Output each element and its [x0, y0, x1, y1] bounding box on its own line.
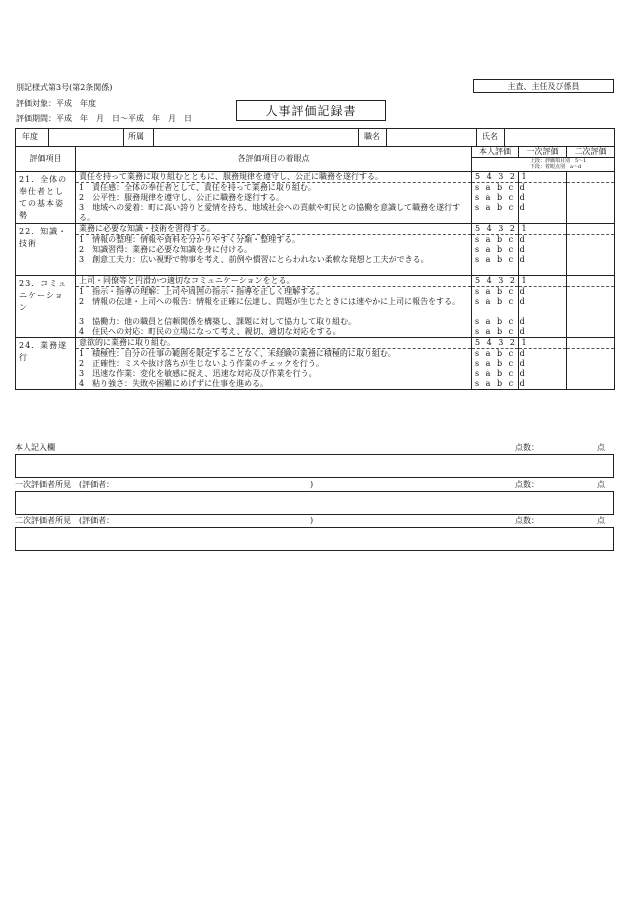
category-24: 24．業務遂行 — [16, 338, 76, 390]
self-score-unit: 点 — [597, 443, 605, 452]
section-21 — [16, 172, 615, 224]
item-23-1: 1 指示・指導の理解：上司や周囲の指示・指導を正しく理解する。 — [79, 287, 325, 296]
self-comment-box[interactable] — [15, 454, 614, 478]
abcd-22-2[interactable]: s a b c d — [475, 245, 527, 254]
item-21-2: 2 公平性：服務規律を遵守し、公正に職務を遂行する。 — [79, 193, 285, 202]
name-field[interactable] — [504, 129, 616, 146]
first-comment-paren: ) — [310, 480, 314, 489]
self-eval-header: 本人評価 — [472, 147, 519, 157]
scale-24[interactable]: 5 4 3 2 1 — [472, 338, 518, 349]
dept-field[interactable] — [153, 129, 359, 146]
target-group-badge: 主査、主任及び係員 — [473, 79, 614, 93]
evaluation-target: 評価対象：平成 年度 — [16, 99, 96, 108]
item-21-1: 1 責任感：全体の奉仕者として、責任を持って業務に取り組む。 — [79, 183, 316, 192]
scale-23[interactable]: 5 4 3 2 1 — [472, 276, 518, 287]
abcd-21-1[interactable]: s a b c d — [475, 183, 527, 192]
abcd-24-1[interactable]: s a b c d — [475, 349, 527, 358]
first-comment-section — [15, 479, 614, 515]
item-22-2: 2 知識習得：業務に必要な知識を身に付ける。 — [79, 245, 253, 254]
abcd-24-2[interactable]: s a b c d — [475, 359, 527, 368]
first-score-unit: 点 — [597, 480, 605, 489]
self-score-label: 点数： — [515, 443, 539, 452]
legend-upper: 上段：評価項目別 5〜1 — [530, 158, 587, 164]
legend-lower: 下段：着眼点別 a〜d — [530, 164, 582, 170]
scale-22[interactable]: 5 4 3 2 1 — [472, 224, 518, 235]
item-24-3: 3 迅速な作業：変化を敏感に捉え、迅速な対応及び作業を行う。 — [79, 369, 317, 378]
category-22: 22．知識・技術 — [16, 224, 76, 276]
form-id: 別記様式第3号(第2条関係) — [16, 83, 113, 92]
summary-23: 上司・同僚等と円滑かつ適切なコミュニケーションをとる。 — [76, 276, 471, 287]
second-comment-label: 二次評価者所見 (評価者： — [15, 516, 115, 525]
category-header: 評価項目 — [16, 147, 76, 172]
category-21: 21．全体の奉仕者としての基本姿勢 — [16, 172, 76, 224]
abcd-22-3[interactable]: s a b c d — [475, 255, 527, 264]
item-22-1: 1 情報の整理：情報や資料を分かりやすく分類・整理する。 — [79, 235, 301, 244]
abcd-21-3[interactable]: s a b c d — [475, 203, 527, 212]
category-23: 23．コミュニケーション — [16, 276, 76, 338]
year-field[interactable] — [48, 129, 124, 146]
document-title: 人事評価記録書 — [236, 100, 386, 121]
second-score-label: 点数： — [515, 516, 539, 525]
second-comment-box[interactable] — [15, 527, 614, 551]
abcd-24-3[interactable]: s a b c d — [475, 369, 527, 378]
summary-24: 意欲的に業務に取り組む。 — [76, 338, 471, 349]
table-header — [16, 147, 615, 172]
item-21-3: 3 地域への愛着：町に高い誇りと愛情を持ち、地域社会への貢献や町民との協働を意識して職務を遂行する。 — [79, 203, 461, 222]
evaluation-period: 評価期間：平成 年 月 日～平成 年 月 日 — [16, 114, 192, 123]
dept-label: 所属 — [128, 132, 144, 141]
scale-21[interactable]: 5 4 3 2 1 — [472, 172, 518, 183]
first-eval-header: 一次評価 — [519, 147, 567, 157]
item-22-3: 3 創意工夫力：広い視野で物事を考え、前例や慣習にとらわれない柔軟な発想と工夫ができる。 — [79, 255, 429, 264]
item-23-4: 4 住民への対応：町民の立場になって考え、親切、適切な対応をする。 — [79, 327, 341, 336]
section-22 — [16, 224, 615, 276]
abcd-24-4[interactable]: s a b c d — [475, 379, 527, 388]
item-23-3: 3 協働力：他の職員と信頼関係を構築し、課題に対して協力して取り組む。 — [79, 317, 357, 326]
section-23 — [16, 276, 615, 338]
position-field[interactable] — [386, 129, 477, 146]
info-row — [16, 129, 615, 147]
item-24-2: 2 正確性：ミスや抜け落ちが生じないよう作業のチェックを行う。 — [79, 359, 324, 368]
second-eval-header: 二次評価 — [574, 147, 607, 156]
abcd-22-1[interactable]: s a b c d — [475, 235, 527, 244]
summary-21: 責任を持って業務に取り組むとともに、服務規律を遵守し、公正に職務を遂行する。 — [76, 172, 471, 183]
abcd-21-2[interactable]: s a b c d — [475, 193, 527, 202]
self-comment-label: 本人記入欄 — [15, 443, 55, 452]
abcd-23-2[interactable]: s a b c d — [475, 297, 527, 306]
first-score-label: 点数： — [515, 480, 539, 489]
year-label: 年度 — [22, 132, 38, 141]
second-comment-section — [15, 515, 614, 551]
first-comment-box[interactable] — [15, 491, 614, 515]
evaluation-table — [15, 128, 615, 390]
summary-22: 業務に必要な知識・技術を習得する。 — [76, 224, 471, 235]
item-23-2: 2 情報の伝達・上司への報告：情報を正確に伝達し、問題が生じたときには速やかに上司に報告をする。 — [79, 297, 461, 306]
position-label: 職名 — [364, 132, 380, 141]
first-comment-label: 一次評価者所見 (評価者： — [15, 480, 115, 489]
abcd-23-4[interactable]: s a b c d — [475, 327, 527, 336]
second-score-unit: 点 — [597, 516, 605, 525]
abcd-23-3[interactable]: s a b c d — [475, 317, 527, 326]
item-24-4: 4 粘り強さ：失敗や困難にめげずに仕事を進める。 — [79, 379, 269, 388]
section-24 — [16, 338, 615, 390]
points-header: 各評価項目の着眼点 — [76, 147, 472, 172]
second-comment-paren: ) — [310, 516, 314, 525]
name-label: 氏名 — [482, 132, 498, 141]
abcd-23-1[interactable]: s a b c d — [475, 287, 527, 296]
self-comment-section — [15, 442, 614, 478]
item-24-1: 1 積極性：自分の仕事の範囲を限定することなく、未経験の業務に積極的に取り組む。 — [79, 349, 396, 358]
